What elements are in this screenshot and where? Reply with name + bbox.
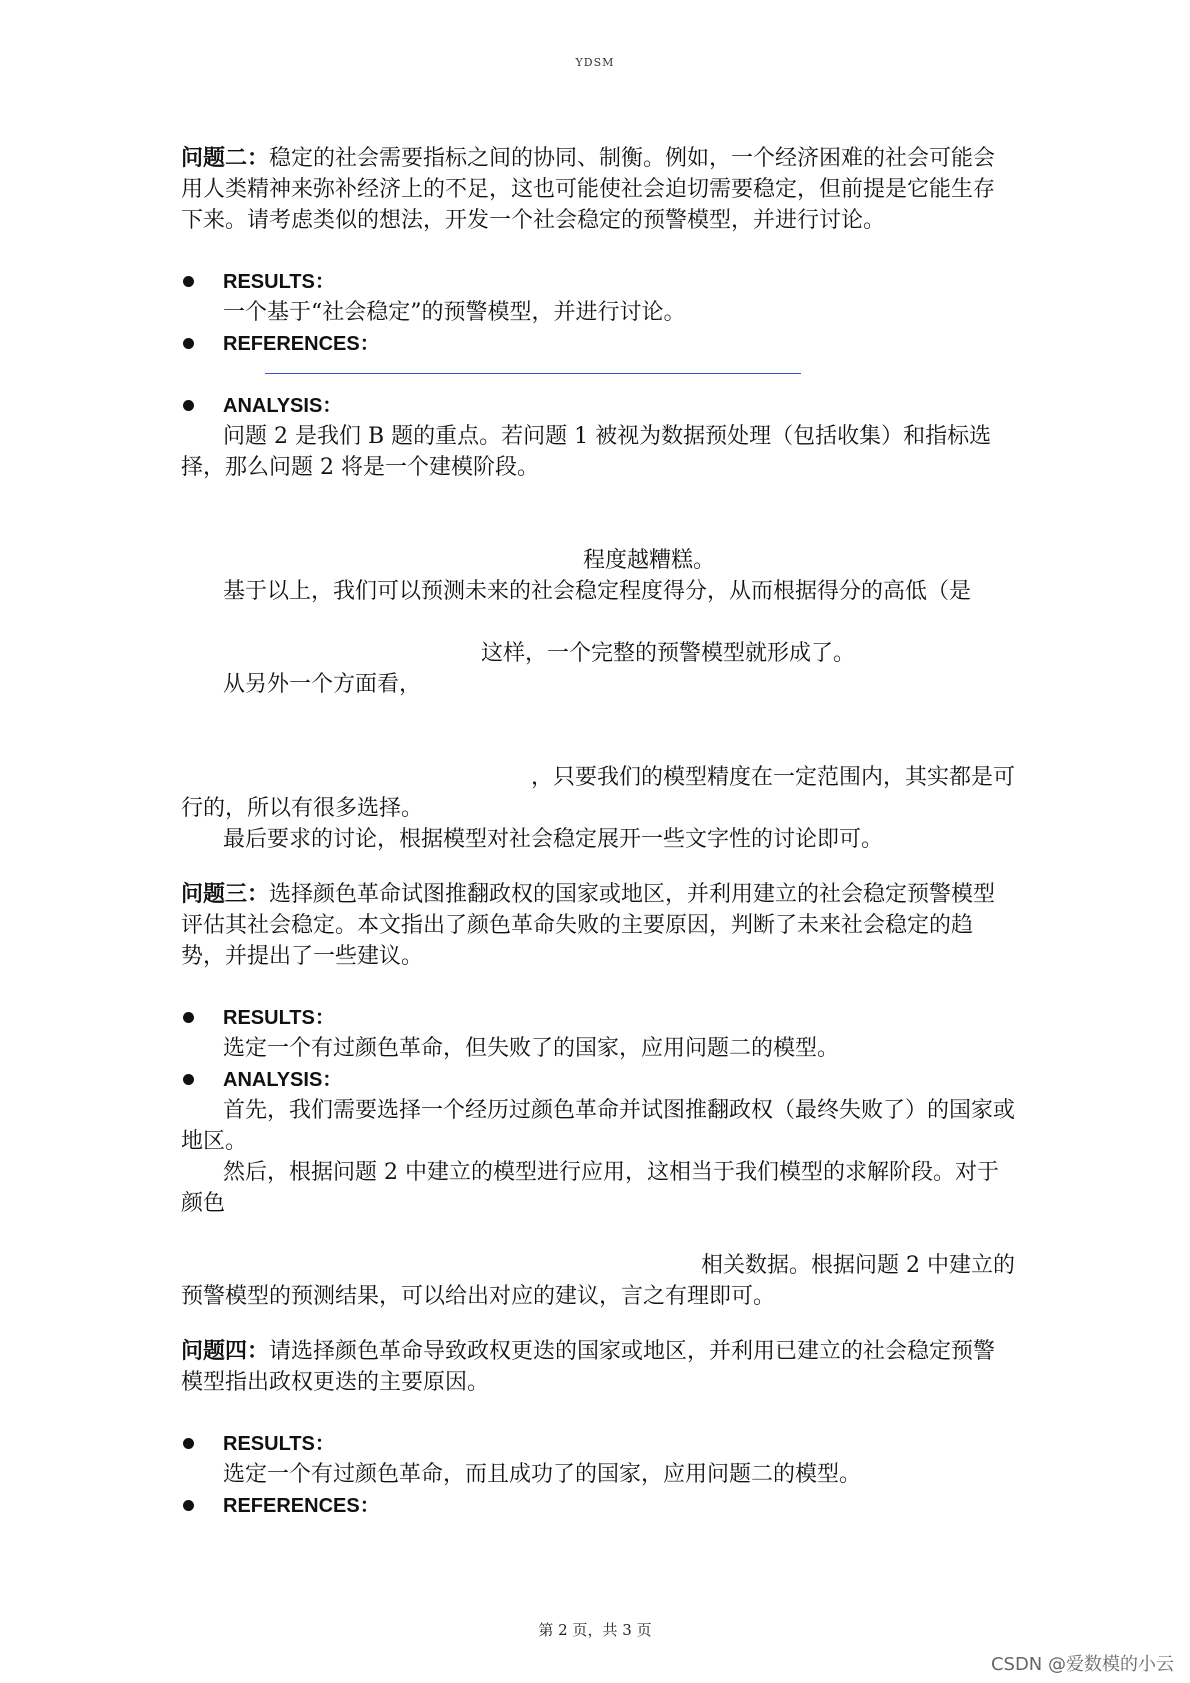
q2-references-bullet	[181, 328, 1015, 359]
q4-paragraph	[181, 1336, 1015, 1398]
page-header: YDSM	[575, 56, 615, 69]
q3-analysis-bullet	[181, 1064, 1015, 1095]
q3-results-bullet	[181, 1002, 1015, 1033]
q2-analysis-p5-end: ，只要我们的模型精度在一定范围内，其实都是可	[530, 765, 1015, 790]
q2-analysis-p3-end: 这样，一个完整的预警模型就形成了。	[481, 641, 856, 666]
q2-body: 稳定的社会需要指标之间的协同、制衡。例如，一个经济困难的社会可能会用人类精神来弥补经济上的不足，这也可能使社会迫切需要稳定，但前提是它能生存下来。请考虑类似的想法，开发一个社会稳定的预警模型，并进行讨论。	[181, 146, 996, 233]
q4-results-text: 选定一个有过颜色革命，而且成功了的国家，应用问题二的模型。	[223, 1462, 862, 1487]
q2-paragraph	[181, 143, 1015, 236]
q4-references-label: REFERENCES：	[223, 1495, 380, 1517]
bullet-icon	[183, 1074, 194, 1085]
q2-references-label: REFERENCES：	[223, 333, 380, 355]
bullet-icon	[183, 400, 194, 411]
q4-references-bullet	[181, 1490, 1015, 1521]
q2-analysis-p2-end: 程度越糟糕。	[583, 548, 716, 573]
q2-reference-link[interactable]	[181, 359, 1015, 390]
bullet-icon	[183, 1012, 194, 1023]
q2-analysis-p6: 最后要求的讨论，根据模型对社会稳定展开一些文字性的讨论即可。	[223, 827, 884, 852]
bullet-icon	[183, 1438, 194, 1449]
bullet-icon	[183, 338, 194, 349]
page-footer: 第 2 页，共 3 页	[538, 1621, 652, 1639]
q2-analysis-label: ANALYSIS：	[223, 395, 343, 417]
q2-results-label: RESULTS：	[223, 271, 335, 293]
q3-analysis-p3-end: 相关数据。根据问题 2 中建立的	[701, 1253, 1015, 1278]
q4-body: 请选择颜色革命导致政权更迭的国家或地区，并利用已建立的社会稳定预警模型指出政权更迭的主要原因。	[181, 1339, 996, 1395]
q2-title: 问题二：	[181, 146, 270, 171]
q3-body: 选择颜色革命试图推翻政权的国家或地区，并利用建立的社会稳定预警模型评估其社会稳定。本文指出了颜色革命失败的主要原因，判断了未来社会稳定的趋势，并提出了一些建议。	[181, 882, 996, 969]
bullet-icon	[183, 1500, 194, 1511]
q2-results-bullet	[181, 266, 1015, 297]
q2-results-text: 一个基于“社会稳定”的预警模型，并进行讨论。	[223, 300, 686, 325]
q2-analysis-p5-cont: 行的，所以有很多选择。	[181, 796, 424, 821]
q3-paragraph	[181, 879, 1015, 972]
q2-analysis-p3: 基于以上，我们可以预测未来的社会稳定程度得分，从而根据得分的高低（是	[223, 579, 972, 604]
watermark: CSDN @爱数模的小云	[990, 1654, 1174, 1675]
q3-title: 问题三：	[181, 882, 270, 907]
q3-analysis-p3-cont: 预警模型的预测结果，可以给出对应的建议，言之有理即可。	[181, 1284, 776, 1309]
q3-results-label: RESULTS：	[223, 1007, 335, 1029]
q4-results-bullet	[181, 1428, 1015, 1459]
q2-analysis-bullet	[181, 390, 1015, 421]
bullet-icon	[183, 276, 194, 287]
q3-analysis-p1: 首先，我们需要选择一个经历过颜色革命并试图推翻政权（最终失败了）的国家或地区。	[181, 1098, 1016, 1154]
q3-results-text: 选定一个有过颜色革命，但失败了的国家，应用问题二的模型。	[223, 1036, 840, 1061]
q2-analysis-p1: 问题 2 是我们 B 题的重点。若问题 1 被视为数据预处理（包括收集）和指标选择，那么问题 2 将是一个建模阶段。	[181, 424, 992, 480]
q4-results-label: RESULTS：	[223, 1433, 335, 1455]
q3-analysis-p2: 然后，根据问题 2 中建立的模型进行应用，这相当于我们模型的求解阶段。对于颜色	[181, 1160, 999, 1216]
q3-analysis-label: ANALYSIS：	[223, 1069, 343, 1091]
q4-title: 问题四：	[181, 1339, 270, 1364]
q2-analysis-p4: 从另外一个方面看，	[223, 672, 422, 697]
document-body	[181, 143, 1015, 1521]
